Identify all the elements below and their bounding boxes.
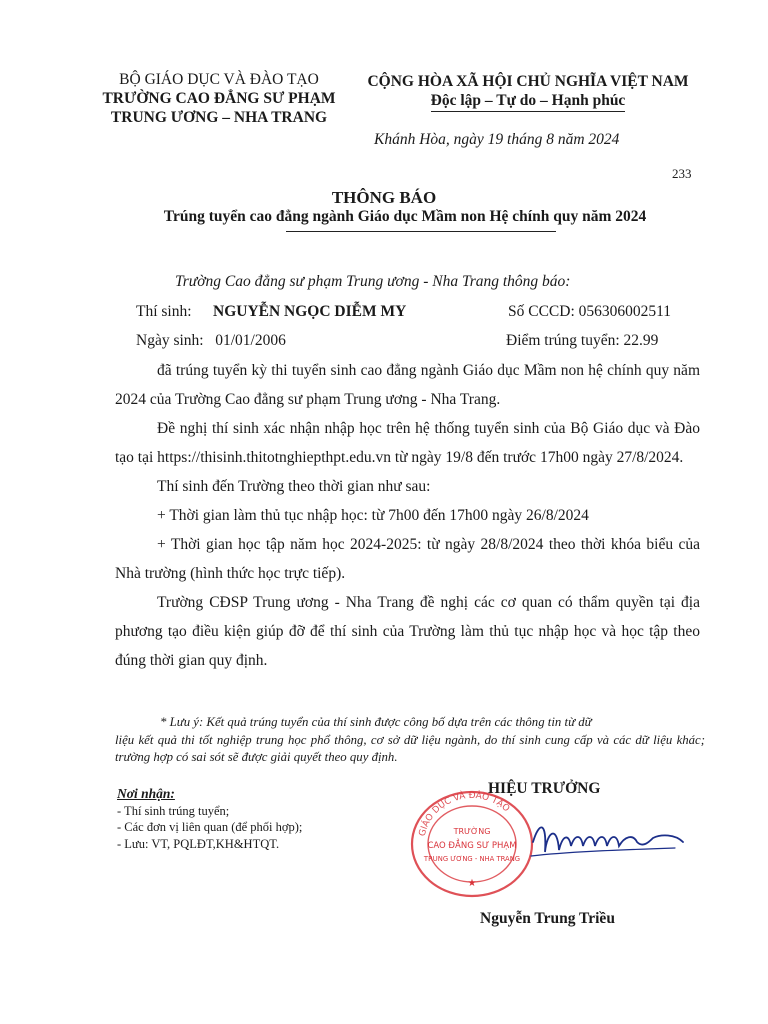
recipient-item: - Các đơn vị liên quan (để phối hợp);: [117, 820, 303, 834]
handwritten-signature: [525, 812, 690, 867]
candidate-id: Số CCCD: 056306002511: [508, 303, 672, 320]
official-seal: [402, 786, 542, 898]
seal-ring-text: GIÁO DỤC VÀ ĐÀO TẠO: [417, 790, 512, 838]
school-name-line1: TRƯỜNG CAO ĐẲNG SƯ PHẠM: [102, 90, 336, 107]
recipients-heading: Nơi nhận:: [117, 786, 175, 801]
seal-text-line1: TRƯỜNG: [453, 827, 491, 836]
candidate-dob: Ngày sinh: 01/01/2006: [136, 332, 286, 349]
footnote-rest: liệu kết quả thi tốt nghiệp trung học phổ thông, cơ sở dữ liệu ngành, do thí sinh cung cấp và các dữ liệu khác; trường hợp có sai sót sẽ được giải quyết theo quy định.: [115, 732, 705, 764]
signatory-title: HIỆU TRƯỞNG: [488, 780, 601, 797]
intro-line: Trường Cao đẳng sư phạm Trung ương - Nha Trang thông báo:: [175, 273, 571, 290]
issuer-block: [80, 70, 358, 127]
subtitle-underline: [286, 231, 556, 232]
body-paragraph-study-time: + Thời gian học tập năm học 2024-2025: từ ngày 28/8/2024 theo thời khóa biểu của Nhà trường (hình thức học trực tiếp).: [115, 536, 700, 582]
candidate-name: NGUYỄN NGỌC DIỄM MY: [213, 303, 407, 320]
recipients-block: [117, 786, 302, 852]
body-paragraph-confirm: Đề nghị thí sinh xác nhận nhập học trên hệ thống tuyển sinh của Bộ Giáo dục và Đào tạo tại https://thisinh.thitotnghiepthpt.edu.vn từ ngày 19/8 đến trước 17h00 ngày 27/8/2024.: [115, 420, 700, 466]
document-title: THÔNG BÁO: [331, 188, 437, 207]
document-subtitle: Trúng tuyển cao đẳng ngành Giáo dục Mầm non Hệ chính quy năm 2024: [163, 208, 647, 225]
body-paragraph-request: Trường CĐSP Trung ương - Nha Trang đề nghị các cơ quan có thẩm quyền tại địa phương tạo điều kiện giúp đỡ để thí sinh của Trường làm thủ tục nhập học và học tập theo đúng thời gian quy định.: [115, 594, 700, 669]
document-number: 233: [672, 166, 692, 181]
body-paragraph-result: đã trúng tuyển kỳ thi tuyển sinh cao đẳng ngành Giáo dục Mầm non hệ chính quy năm 2024 của Trường Cao đẳng sư phạm Trung ương - Nha Trang.: [115, 362, 700, 408]
body-paragraph-schedule-intro: Thí sinh đến Trường theo thời gian như sau:: [157, 478, 431, 495]
national-header: [358, 72, 698, 112]
country-name: CỘNG HÒA XÃ HỘI CHỦ NGHĨA VIỆT NAM: [367, 73, 689, 90]
national-motto: Độc lập – Tự do – Hạnh phúc: [431, 91, 626, 112]
candidate-label: Thí sinh:: [136, 303, 192, 320]
footnote-line1: * Lưu ý: Kết quả trúng tuyển của thí sinh được công bố dựa trên các thông tin từ dữ: [160, 715, 592, 729]
ministry-name: BỘ GIÁO DỤC VÀ ĐÀO TẠO: [119, 71, 319, 88]
notice-body: [115, 356, 700, 675]
place-date: Khánh Hòa, ngày 19 tháng 8 năm 2024: [374, 131, 620, 148]
recipient-item: - Thí sinh trúng tuyển;: [117, 803, 230, 818]
signatory-name: Nguyễn Trung Triều: [480, 910, 615, 927]
seal-star-icon: ★: [467, 878, 477, 889]
candidate-score: Điểm trúng tuyển: 22.99: [506, 332, 659, 349]
notice-footnote: [115, 714, 705, 767]
recipient-item: - Lưu: VT, PQLĐT,KH&HTQT.: [117, 836, 280, 851]
seal-text-line3: TRUNG ƯƠNG - NHA TRANG: [423, 855, 521, 863]
body-paragraph-enrollment-time: + Thời gian làm thủ tục nhập học: từ 7h00 đến 17h00 ngày 26/8/2024: [157, 507, 589, 524]
school-name-line2: TRUNG ƯƠNG – NHA TRANG: [110, 109, 328, 126]
seal-text-line2: CAO ĐẲNG SƯ PHẠM: [427, 841, 517, 851]
